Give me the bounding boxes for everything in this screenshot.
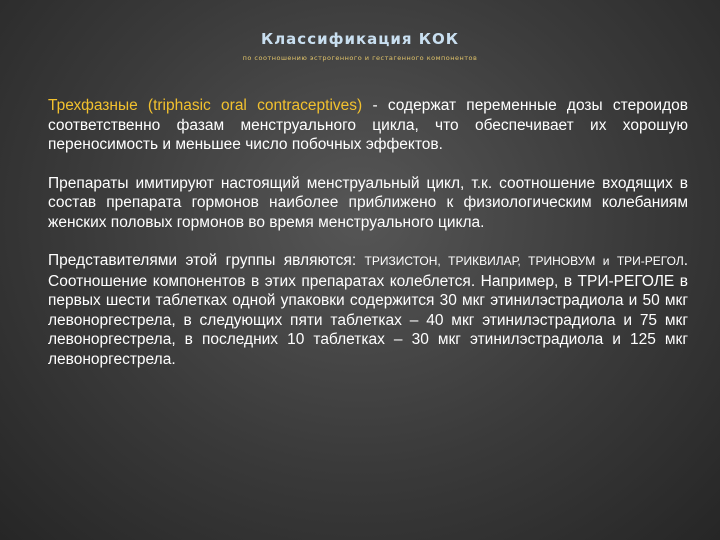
representatives-text: . Соотношение компонентов в этих препаратах колеблется. Например, в ТРИ-РЕГОЛЕ в первых шести таблетках одной упаковки содержится 30 мкг этинилэстрадиола и 50 мкг левоноргестрела, в следующих пяти таблетках – 40 мкг этинилэстрадиола и 75 мкг левоноргестрела, в последних 10 таблетках – 30 мкг этинилэстрадиола и 125 мкг левоноргестрела. (48, 252, 688, 368)
imitation-text: Препараты имитируют настоящий менструальный цикл, т.к. соотношение входящих в состав препарата гормонов наиболее приближено к физиологическим колебаниям женских половых гормонов во время менструального цикла. (48, 174, 688, 231)
slide-subtitle: по соотношению эстрогенного и гестагенного компонентов (242, 54, 478, 62)
paragraph-representatives (48, 251, 688, 369)
drug-list: ТРИЗИСТОН, ТРИКВИЛАР, ТРИНОВУМ и ТРИ-РЕГОЛ (364, 254, 684, 268)
paragraph-imitation (48, 174, 688, 233)
paragraph-triphasic (48, 96, 688, 155)
slide-content (48, 96, 688, 388)
representatives-intro: Представителями этой группы являются: (48, 252, 365, 269)
slide-title: Классификация КОК (260, 30, 460, 48)
triphasic-description: - содержат переменные дозы стероидов соответственно фазам менструального цикла, что обеспечивает их хорошую переносимость и меньшее число побочных эффектов. (48, 97, 688, 153)
triphasic-term: Трехфазные (triphasic oral contraceptives) (48, 97, 363, 114)
title-block (0, 30, 720, 62)
